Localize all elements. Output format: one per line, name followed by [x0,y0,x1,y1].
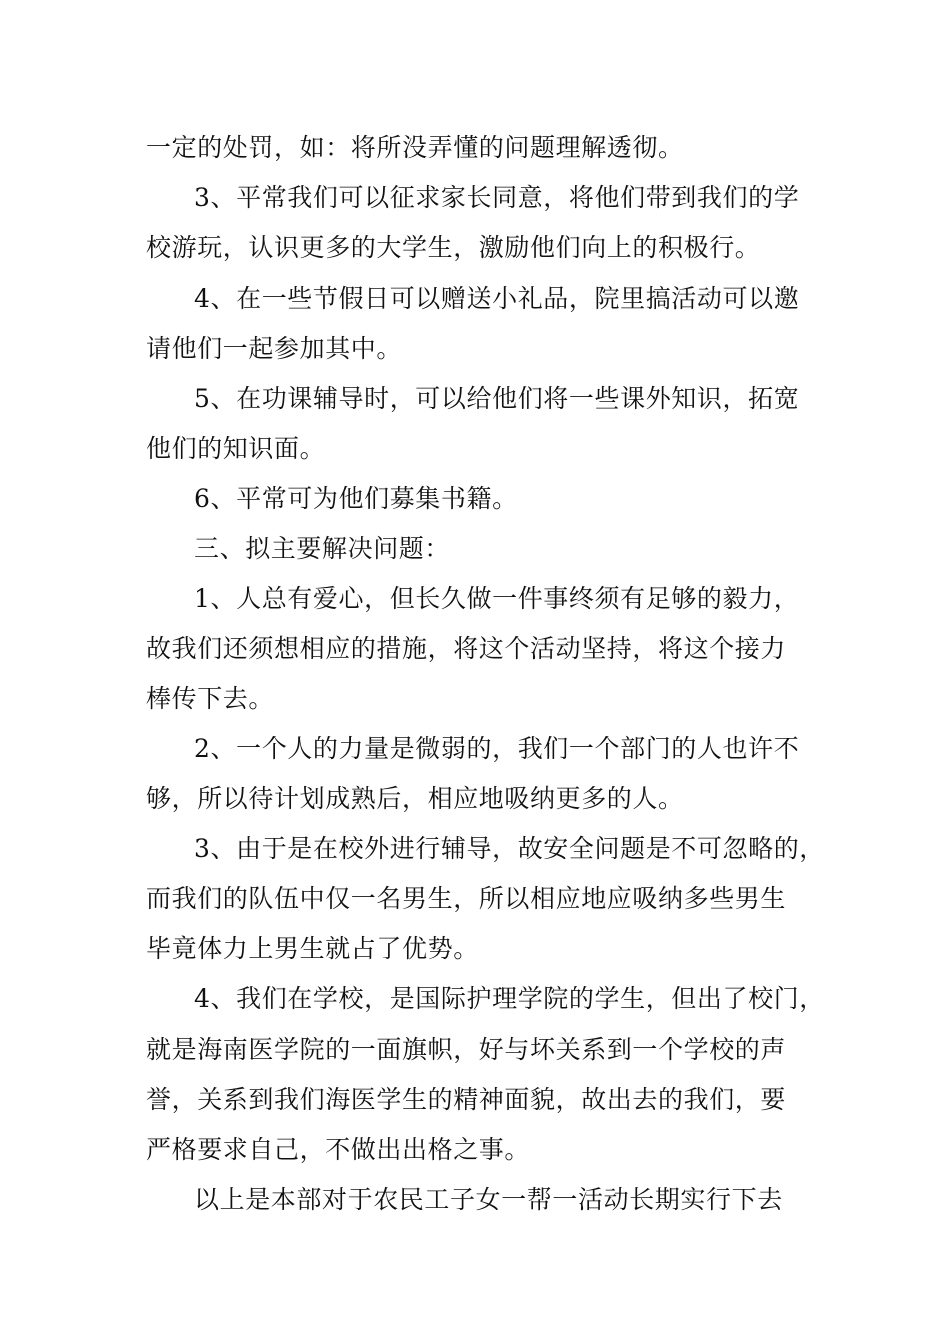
text-line: 就是海南医学院的一面旗帜，好与坏关系到一个学校的声 [146,1035,787,1064]
text-line: 2、一个人的力量是微弱的，我们一个部门的人也许不 [194,734,800,763]
text-line: 而我们的队伍中仅一名男生，所以相应地应吸纳多些男生 [146,884,787,913]
text-line: 毕竟体力上男生就占了优势。 [146,934,479,963]
text-line: 1、人总有爱心，但长久做一件事终须有足够的毅力， [194,584,800,613]
text-line: 3、由于是在校外进行辅导，故安全问题是不可忽略的， [194,834,825,863]
text-line: 4、在一些节假日可以赠送小礼品，院里搞活动可以邀 [194,284,800,313]
text-line: 一定的处罚，如：将所没弄懂的问题理解透彻。 [146,133,684,162]
text-line: 棒传下去。 [146,684,275,713]
section-heading: 三、拟主要解决问题： [194,534,451,563]
text-line: 5、在功课辅导时，可以给他们将一些课外知识，拓宽 [194,384,800,413]
text-line: 严格要求自己，不做出出格之事。 [146,1135,531,1164]
text-line: 誉，关系到我们海医学生的精神面貌，故出去的我们，要 [146,1085,787,1114]
text-line: 请他们一起参加其中。 [146,334,403,363]
text-line: 4、我们在学校，是国际护理学院的学生，但出了校门， [194,984,825,1013]
text-line: 以上是本部对于农民工子女一帮一活动长期实行下去 [194,1185,783,1214]
text-line: 6、平常可为他们募集书籍。 [194,484,518,513]
text-line: 3、平常我们可以征求家长同意，将他们带到我们的学 [194,183,800,212]
text-line: 故我们还须想相应的措施，将这个活动坚持，将这个接力 [146,634,787,663]
text-line: 校游玩，认识更多的大学生，激励他们向上的积极行。 [146,233,761,262]
text-line: 他们的知识面。 [146,434,326,463]
text-line: 够，所以待计划成熟后，相应地吸纳更多的人。 [146,784,684,813]
